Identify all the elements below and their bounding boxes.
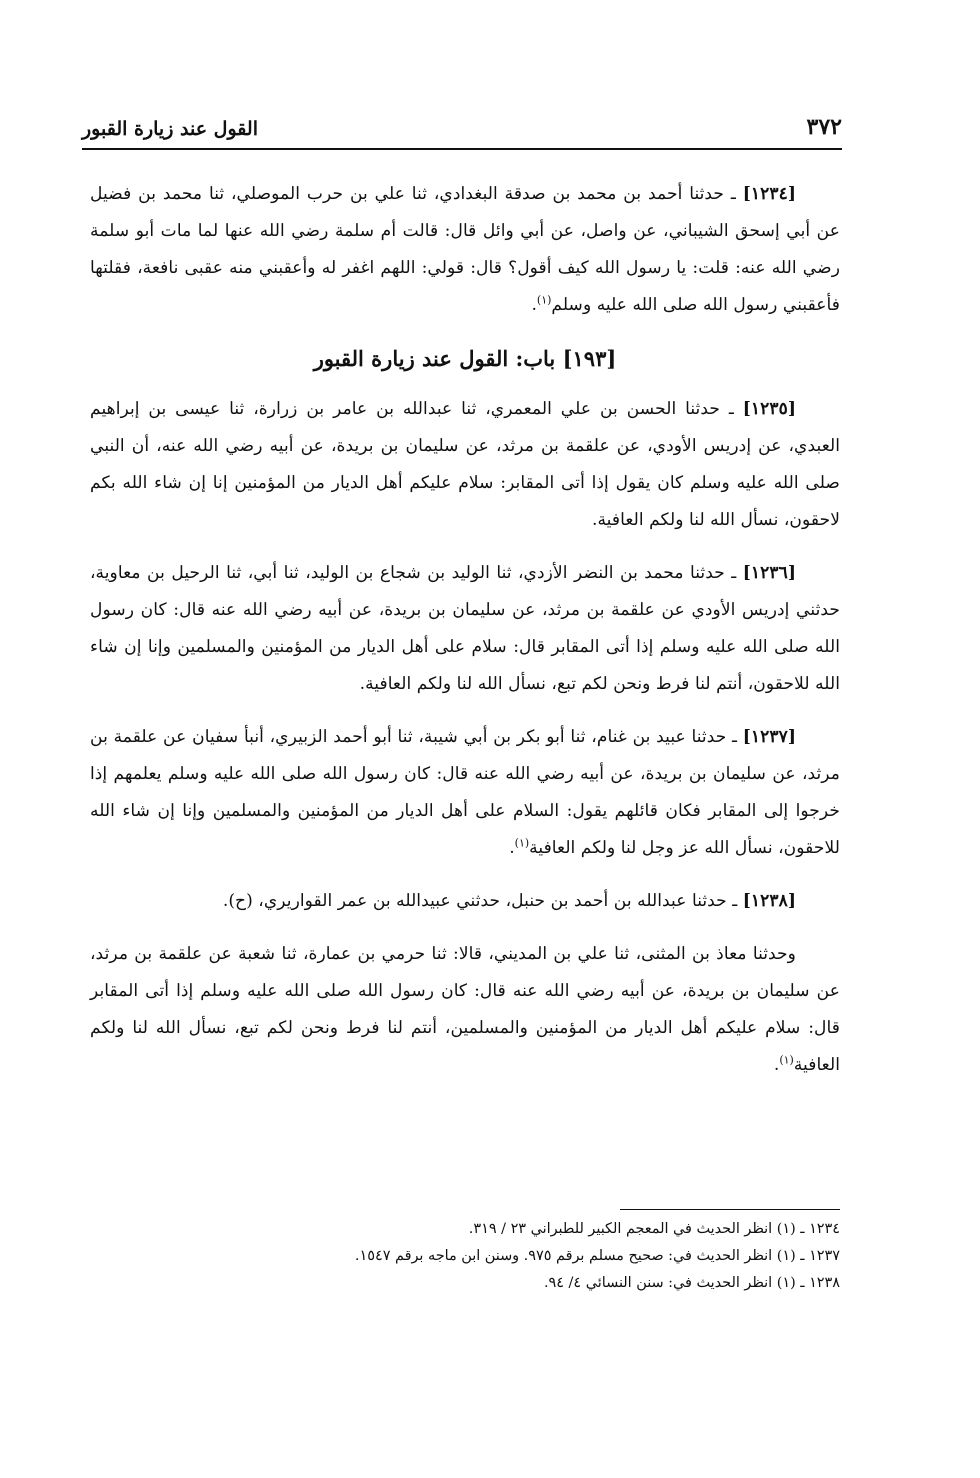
page-number: ٣٧٢ — [806, 114, 842, 140]
footnote-1237: ١٢٣٧ ـ (١) انظر الحديث في: صحيح مسلم برقم ٩٧٥. وسنن ابن ماجه برقم ١٥٤٧. — [354, 1248, 840, 1264]
chapter-heading: [١٩٣] باب: القول عند زيارة القبور — [313, 346, 617, 371]
hadith-number: [١٢٣٨] — [742, 891, 796, 911]
footnote-marker[interactable]: (١) — [514, 836, 530, 850]
hadith-number: [١٢٣٧] — [742, 727, 796, 747]
hadith-text: ـ حدثنا أحمد بن محمد بن صدقة البغدادي، ثنا علي بن حرب الموصلي، ثنا محمد بن فضيل عن أبي إسحق الشيباني، عن واصل، عن أبي وائل قال: قالت أم سلمة رضي الله عنها لما مات أبو سلمة رضي الله عنه: قلت: يا رسول الله كيف أقول؟ قال: قولي: اللهم اغفر له وأعقبني منه عقبى نافعة، فقلتها فأعقبني رسول الله صلى الله عليه وسلم — [90, 184, 840, 315]
hadith-end: . — [509, 838, 515, 858]
hadith-end: . — [773, 1055, 780, 1075]
hadith-text: ـ حدثنا عبدالله بن أحمد بن حنبل، حدثني عبيدالله بن عمر القواريري، (ح). — [222, 891, 743, 911]
hadith-1238 — [90, 883, 840, 920]
hadith-1237 — [90, 719, 840, 867]
hadith-text: ـ حدثنا عبيد بن غنام، ثنا أبو بكر بن أبي شيبة، ثنا أبو أحمد الزبيري، أنبأ سفيان عن علقمة بن مرثد، عن سليمان بن بريدة، عن أبيه رضي الله عنه قال: كان رسول الله صلى الله عليه وسلم يعلمهم إذا خرجوا إلى المقابر فكان قائلهم يقول: السلام على أهل الديار من المؤمنين والمسلمين وإنا إن شاء الله للاحقون، نسأل الله عز وجل لنا ولكم العافية — [90, 727, 840, 858]
hadith-number: [١٢٣٦] — [742, 563, 796, 583]
footnote-1234: ١٢٣٤ ـ (١) انظر الحديث في المعجم الكبير للطبراني ٢٣ / ٣١٩. — [468, 1221, 840, 1237]
hadith-1234 — [90, 176, 840, 324]
footnote-divider — [620, 1209, 840, 1210]
hadith-number: [١٢٣٤] — [742, 184, 796, 204]
hadith-1238-continuation — [90, 936, 840, 1084]
footnote-marker[interactable]: (١) — [536, 293, 552, 307]
hadith-text: وحدثنا معاذ بن المثنى، ثنا علي بن المديني، قالا: ثنا حرمي بن عمارة، ثنا شعبة عن علقمة بن مرثد، عن سليمان بن بريدة، عن أبيه رضي الله عنه قال: كان رسول الله صلى الله عليه وسلم إذا أتى المقابر قال: سلام عليكم أهل الديار من المؤمنين والمسلمين، أنتم لنا فرط ونحن لكم تبع، نسأل الله لنا ولكم العافية — [90, 944, 840, 1075]
hadith-number: [١٢٣٥] — [742, 399, 796, 419]
hadith-1236 — [90, 555, 840, 703]
hadith-end: . — [531, 295, 537, 315]
footnote-marker[interactable]: (١) — [779, 1053, 794, 1067]
main-text — [90, 176, 840, 1100]
hadith-text: ـ حدثنا محمد بن النضر الأزدي، ثنا الوليد بن شجاع بن الوليد، ثنا أبي، ثنا الرحيل بن معاوية، حدثني إدريس الأودي عن علقمة بن مرثد، عن سليمان بن بريدة، عن أبيه رضي الله عنه قال: كان رسول الله صلى الله عليه وسلم إذا أتى المقابر قال: سلام على أهل الديار من المؤمنين والمسلمين وإنا إن شاء الله للاحقون، أنتم لنا فرط ونحن لكم تبع، نسأل الله لنا ولكم العافية. — [90, 563, 840, 694]
footnotes — [90, 1216, 840, 1297]
running-title: القول عند زيارة القبور — [82, 118, 258, 140]
hadith-text: ـ حدثنا الحسن بن علي المعمري، ثنا عبدالله بن عامر بن زرارة، ثنا عيسى بن إبراهيم العبدي، عن إدريس الأودي، عن علقمة بن مرثد، عن سليمان بن بريدة، عن أبيه رضي الله عنه، أن النبي صلى الله عليه وسلم كان يقول إذا أتى المقابر: سلام عليكم أهل الديار من المؤمنين إنا إن شاء الله بكم لاحقون، نسأل الله لنا ولكم العافية. — [90, 399, 840, 530]
hadith-1235 — [90, 391, 840, 539]
page-header — [82, 104, 842, 150]
footnote-1238: ١٢٣٨ ـ (١) انظر الحديث في: سنن النسائي ٤/ ٩٤. — [543, 1275, 840, 1291]
